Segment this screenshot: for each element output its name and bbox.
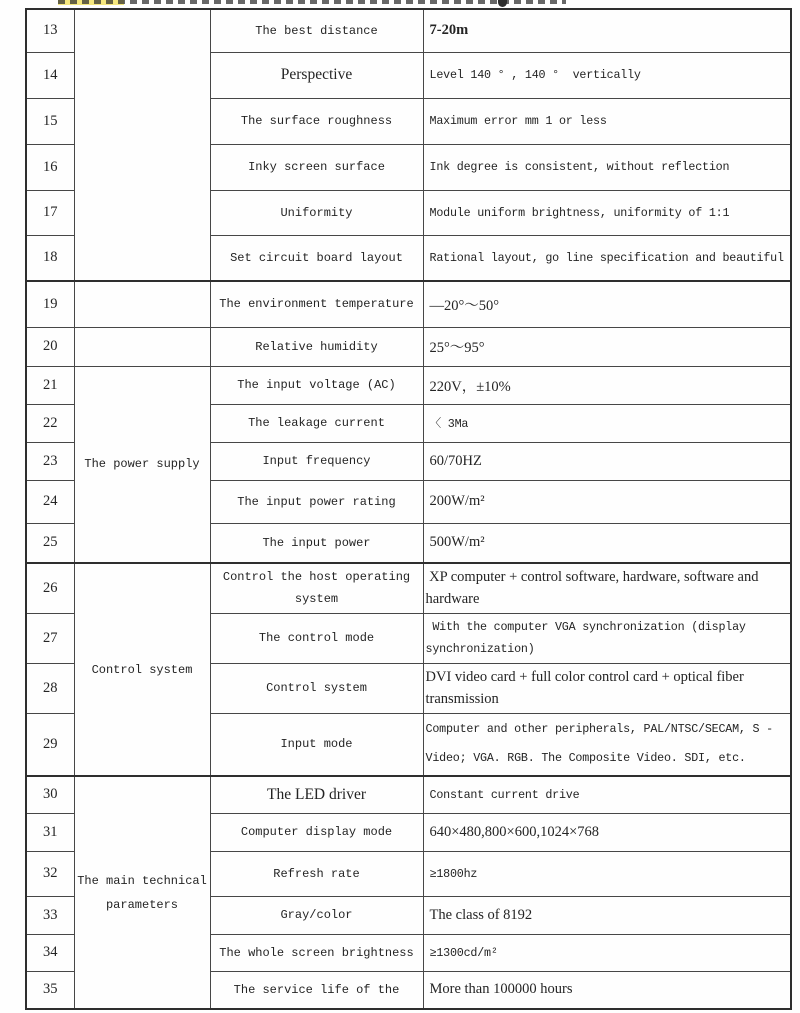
value-cell-text: Constant current drive xyxy=(429,787,580,802)
value-cell xyxy=(423,52,791,98)
value-cell xyxy=(423,971,791,1009)
row-number-cell: 31 xyxy=(26,813,74,851)
value-cell-text: hardware xyxy=(425,591,480,608)
value-cell-text: Module uniform brightness, uniformity of 1:1 xyxy=(429,205,730,220)
row-number-cell: 25 xyxy=(26,523,74,563)
parameter-cell xyxy=(210,713,423,776)
parameter-cell xyxy=(210,190,423,235)
value-cell-text: With the computer VGA synchronization (display xyxy=(425,620,746,634)
parameter-cell-text: The best distance xyxy=(255,23,378,38)
row-number-cell: 22 xyxy=(26,404,74,442)
value-cell xyxy=(423,563,791,613)
value-cell-text: Computer and other peripherals, PAL/NTSC/SECAM, S - xyxy=(425,722,773,737)
value-cell-text: Rational layout, go line specification and beautiful xyxy=(429,250,784,265)
parameter-cell xyxy=(210,480,423,523)
parameter-cell xyxy=(210,896,423,934)
parameter-cell xyxy=(210,776,423,813)
value-cell xyxy=(423,896,791,934)
parameter-cell-text: The leakage current xyxy=(248,416,385,430)
value-cell-text: 640×480,800×600,1024×768 xyxy=(429,823,600,840)
value-cell xyxy=(423,776,791,813)
row-number-cell: 26 xyxy=(26,563,74,613)
parameter-cell xyxy=(210,851,423,896)
value-cell xyxy=(423,813,791,851)
parameter-cell-text: Uniformity xyxy=(280,205,353,220)
row-number-cell: 14 xyxy=(26,52,74,98)
parameter-cell-text: Input frequency xyxy=(262,454,371,468)
row-number-cell: 35 xyxy=(26,971,74,1009)
parameter-cell-text: The input power rating xyxy=(237,494,396,509)
value-cell-text: DVI video card + full color control card + optical fiber xyxy=(425,669,744,685)
parameter-cell-text: The LED driver xyxy=(267,785,366,803)
value-cell-text: 〈 3Ma xyxy=(429,417,469,431)
parameter-cell xyxy=(210,52,423,98)
parameter-cell xyxy=(210,934,423,971)
parameter-cell xyxy=(210,366,423,404)
value-cell xyxy=(423,366,791,404)
row-number-cell: 16 xyxy=(26,144,74,190)
value-cell xyxy=(423,480,791,523)
value-cell-text: ≥1300cd/m² xyxy=(429,945,498,960)
table-row xyxy=(26,366,791,404)
parameter-cell xyxy=(210,523,423,563)
value-cell xyxy=(423,442,791,480)
parameter-cell-text: Control the host operating xyxy=(222,570,411,585)
category-cell: The power supply xyxy=(74,366,210,563)
parameter-cell xyxy=(210,327,423,366)
parameter-cell-text: The surface roughness xyxy=(240,114,393,128)
category-cell xyxy=(74,9,210,281)
parameter-cell xyxy=(210,613,423,663)
parameter-cell-text: Input mode xyxy=(280,737,353,752)
row-number-cell: 20 xyxy=(26,327,74,366)
row-number-cell: 19 xyxy=(26,281,74,327)
value-cell xyxy=(423,663,791,713)
value-cell xyxy=(423,851,791,896)
parameter-cell-text: The environment temperature xyxy=(219,297,414,312)
value-cell-text: 500W/m² xyxy=(429,534,485,551)
parameter-cell-text: Gray/color xyxy=(280,908,353,922)
row-number-cell: 21 xyxy=(26,366,74,404)
value-cell-text: ≥1800hz xyxy=(429,866,478,881)
row-number-cell: 30 xyxy=(26,776,74,813)
clipped-glyph-marks xyxy=(58,0,566,4)
value-cell xyxy=(423,98,791,144)
value-cell xyxy=(423,144,791,190)
value-cell xyxy=(423,9,791,52)
row-number-cell: 34 xyxy=(26,934,74,971)
value-cell-text: 60/70HZ xyxy=(429,452,482,469)
parameter-cell xyxy=(210,98,423,144)
category-cell xyxy=(74,281,210,327)
value-cell-text: XP computer + control software, hardware, software and xyxy=(425,569,759,586)
value-cell-text: Video; VGA. RGB. The Composite Video. SDI, etc. xyxy=(425,751,746,766)
value-cell xyxy=(423,281,791,327)
parameter-cell-text: The whole screen brightness xyxy=(219,945,414,960)
row-number-cell: 13 xyxy=(26,9,74,52)
category-cell: The main technical parameters xyxy=(74,776,210,1009)
value-cell-text: —20°～50° xyxy=(429,297,500,314)
row-number-cell: 23 xyxy=(26,442,74,480)
value-cell xyxy=(423,235,791,281)
parameter-cell-text: The input power xyxy=(262,535,371,550)
parameter-cell-text: Perspective xyxy=(280,66,353,83)
value-cell-text: Level 140 ° , 140 ° vertically xyxy=(429,68,641,82)
parameter-cell xyxy=(210,144,423,190)
value-cell xyxy=(423,713,791,776)
row-number-cell: 18 xyxy=(26,235,74,281)
category-cell xyxy=(74,327,210,366)
value-cell-text: Maximum error mm 1 or less xyxy=(429,114,607,128)
parameter-cell xyxy=(210,281,423,327)
parameter-cell-text: The service life of the xyxy=(233,982,400,997)
parameter-cell-text: Relative humidity xyxy=(255,339,378,354)
value-cell xyxy=(423,934,791,971)
value-cell xyxy=(423,327,791,366)
parameter-cell xyxy=(210,442,423,480)
spec-table xyxy=(25,8,792,1010)
value-cell-text: The class of 8192 xyxy=(429,906,533,923)
value-cell xyxy=(423,523,791,563)
row-number-cell: 24 xyxy=(26,480,74,523)
table-row xyxy=(26,563,791,613)
parameter-cell-text: The control mode xyxy=(258,631,375,645)
parameter-cell-text: system xyxy=(294,592,339,607)
row-number-cell: 28 xyxy=(26,663,74,713)
parameter-cell-text: Inky screen surface xyxy=(248,160,385,174)
parameter-cell-text: Control system xyxy=(266,681,367,695)
value-cell-text: 7-20m xyxy=(429,22,469,39)
row-number-cell: 32 xyxy=(26,851,74,896)
value-cell xyxy=(423,404,791,442)
parameter-cell xyxy=(210,9,423,52)
category-cell: Control system xyxy=(74,563,210,776)
value-cell-text: Ink degree is consistent, without reflection xyxy=(429,160,730,174)
value-cell-text: 25°～95° xyxy=(429,340,485,356)
table-row xyxy=(26,9,791,52)
row-number-cell: 27 xyxy=(26,613,74,663)
parameter-cell xyxy=(210,235,423,281)
parameter-cell xyxy=(210,971,423,1009)
parameter-cell-text: Computer display mode xyxy=(240,825,393,839)
table-row xyxy=(26,327,791,366)
value-cell-text: 220V，±10% xyxy=(429,378,511,395)
parameter-cell-text: Set circuit board layout xyxy=(230,250,403,265)
clipped-text-remnant xyxy=(0,0,800,7)
value-cell xyxy=(423,190,791,235)
value-cell-text: 200W/m² xyxy=(429,493,485,509)
value-cell-text: transmission xyxy=(425,691,499,707)
row-number-cell: 17 xyxy=(26,190,74,235)
value-cell-text: More than 100000 hours xyxy=(429,981,573,998)
row-number-cell: 29 xyxy=(26,713,74,776)
value-cell-text: synchronization) xyxy=(425,642,535,656)
table-row xyxy=(26,776,791,813)
parameter-cell xyxy=(210,663,423,713)
row-number-cell: 33 xyxy=(26,896,74,934)
table-row xyxy=(26,281,791,327)
parameter-cell-text: Refresh rate xyxy=(273,866,360,881)
parameter-cell xyxy=(210,404,423,442)
row-number-cell: 15 xyxy=(26,98,74,144)
clipped-glyph-descender xyxy=(498,0,507,7)
parameter-cell-text: The input voltage (AC) xyxy=(237,378,396,392)
parameter-cell xyxy=(210,563,423,613)
parameter-cell xyxy=(210,813,423,851)
value-cell xyxy=(423,613,791,663)
